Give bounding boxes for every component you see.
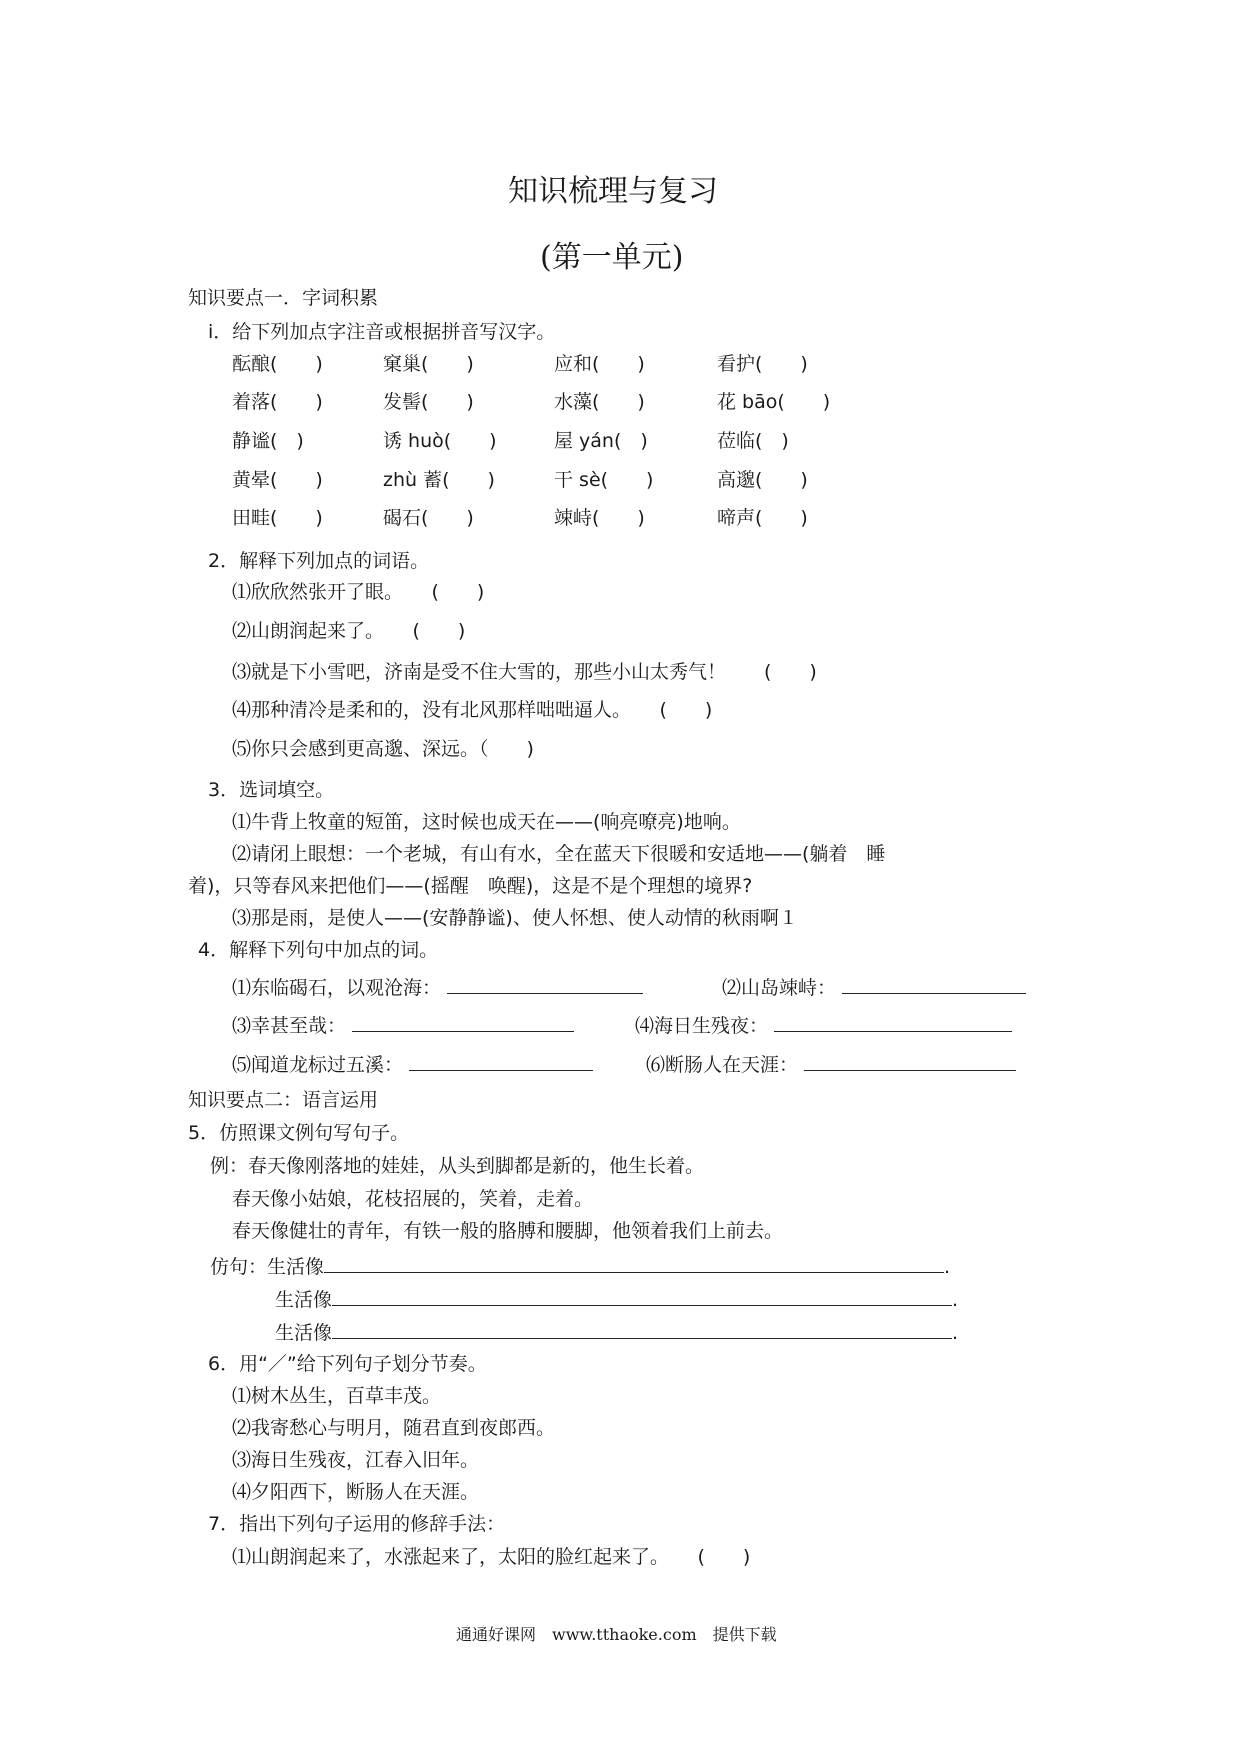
word-item: 应和( ): [554, 353, 645, 375]
answer-blank[interactable]: [352, 1011, 574, 1032]
word-item: 诱 huò( ): [383, 430, 497, 452]
question-1-prompt: i．给下列加点字注音或根据拼音写汉字。: [208, 321, 556, 343]
page-subtitle: (第一单元): [540, 240, 684, 275]
answer-blank[interactable]: [447, 973, 643, 994]
imitation-stem: 生活像: [275, 1322, 333, 1344]
question-6-item-4: ⑷夕阳西下，断肠人在天涯。: [232, 1481, 480, 1503]
question-3-line-3: ⑶那是雨，是使人——(安静静谧)、使人怀想、使人动情的秋雨啊１: [232, 907, 798, 929]
footer-credit: 通通好课网 www.tthaoke.com 提供下载: [456, 1625, 777, 1644]
question-5-example-1: 例：春天像刚落地的娃娃，从头到脚都是新的，他生长着。: [210, 1155, 705, 1177]
word-item: 着落( ): [232, 391, 323, 413]
word-item: 花 bāo( ): [717, 391, 831, 413]
question-2-item-4: ⑷那种清冷是柔和的，没有北风那样咄咄逼人。 ( ): [232, 699, 713, 721]
word-item: 发髻( ): [383, 391, 474, 413]
question-4-item-2: [722, 973, 1026, 1000]
question-5-prompt: 5．仿照课文例句写句子。: [188, 1122, 410, 1144]
question-6-prompt: 6．用“／”给下列句子划分节奏。: [208, 1353, 487, 1375]
question-5-example-2: 春天像小姑娘，花枝招展的，笑着，走着。: [232, 1188, 594, 1210]
question-4-item-4-text: ⑷海日生残夜：: [635, 1015, 769, 1037]
question-4-item-3-text: ⑶幸甚至哉：: [232, 1015, 347, 1037]
word-item: 莅临( ): [717, 430, 789, 452]
word-item: 屋 yán( ): [554, 430, 648, 452]
question-7-item-1: ⑴山朗润起来了，水涨起来了，太阳的脸红起来了。 ( ): [232, 1546, 751, 1568]
question-4-item-1: [232, 973, 643, 1000]
imitation-line-1: [210, 1252, 950, 1279]
line-end: .: [952, 1289, 959, 1311]
imitation-stem: 生活像: [267, 1256, 325, 1278]
answer-blank[interactable]: [324, 1252, 944, 1273]
word-item: 黄晕( ): [232, 469, 323, 491]
question-6-item-2: ⑵我寄愁心与明月，随君直到夜郎西。: [232, 1417, 556, 1439]
page-title: 知识梳理与复习: [508, 174, 718, 209]
question-4-item-1-text: ⑴东临碣石，以观沧海：: [232, 977, 442, 999]
word-item: 窠巢( ): [383, 353, 474, 375]
line-end: .: [944, 1256, 951, 1278]
word-item: 啼声( ): [717, 507, 808, 529]
answer-blank[interactable]: [332, 1318, 952, 1339]
question-3-prompt: 3．选词填空。: [208, 779, 335, 801]
question-2-prompt: 2．解释下列加点的词语。: [208, 550, 430, 572]
question-5-example-3: 春天像健壮的青年，有铁一般的胳膊和腰脚，他领着我们上前去。: [232, 1220, 784, 1242]
question-6-item-1: ⑴树木丛生，百草丰茂。: [232, 1385, 442, 1407]
word-item: zhù 蓄( ): [383, 469, 495, 491]
imitation-label: 仿句：: [210, 1256, 268, 1278]
question-2-item-5: ⑸你只会感到更高邈、深远。（ ): [232, 738, 534, 760]
section-heading-2: 知识要点二：语言运用: [188, 1089, 379, 1111]
word-item: 竦峙( ): [554, 507, 645, 529]
question-3-line-1: ⑴牛背上牧童的短笛，这时候也成天在——(响亮嘹亮)地响。: [232, 811, 741, 833]
word-item: 看护( ): [717, 353, 808, 375]
question-4-prompt: 4．解释下列句中加点的词。: [198, 939, 439, 961]
answer-blank[interactable]: [804, 1050, 1016, 1071]
word-item: 干 sè( ): [554, 469, 654, 491]
word-item: 酝酿( ): [232, 353, 323, 375]
question-4-item-5: [232, 1050, 593, 1077]
word-item: 碣石( ): [383, 507, 474, 529]
question-3-line-2a: ⑵请闭上眼想：一个老城，有山有水，全在蓝天下很暖和安适地——(躺着 睡: [232, 843, 886, 865]
question-2-item-3: ⑶就是下小雪吧，济南是受不住大雪的，那些小山太秀气！ ( ): [232, 661, 817, 683]
question-4-item-5-text: ⑸闻道龙标过五溪：: [232, 1054, 404, 1076]
question-7-prompt: 7．指出下列句子运用的修辞手法：: [208, 1513, 506, 1535]
imitation-line-2: [275, 1285, 958, 1312]
question-4-item-6: [646, 1050, 1016, 1077]
line-end: .: [952, 1322, 959, 1344]
imitation-stem: 生活像: [275, 1289, 333, 1311]
word-item: 高邈( ): [717, 469, 808, 491]
answer-blank[interactable]: [842, 973, 1026, 994]
question-4-item-3: [232, 1011, 574, 1038]
question-4-item-4: [635, 1011, 1012, 1038]
question-6-item-3: ⑶海日生残夜，江春入旧年。: [232, 1449, 480, 1471]
question-4-item-6-text: ⑹断肠人在天涯：: [646, 1054, 799, 1076]
word-item: 田畦( ): [232, 507, 323, 529]
answer-blank[interactable]: [774, 1011, 1012, 1032]
imitation-line-3: [275, 1318, 958, 1345]
question-2-item-1: ⑴欣欣然张开了眼。 ( ): [232, 581, 485, 603]
question-2-item-2: ⑵山朗润起来了。 ( ): [232, 620, 466, 642]
question-4-item-2-text: ⑵山岛竦峙：: [722, 977, 837, 999]
question-3-line-2b: 着)，只等春风来把他们——(摇醒 唤醒)，这是不是个理想的境界?: [188, 875, 753, 897]
section-heading-1: 知识要点一．字词积累: [188, 287, 379, 309]
word-item: 水藻( ): [554, 391, 645, 413]
word-item: 静谧( ): [232, 430, 304, 452]
answer-blank[interactable]: [409, 1050, 593, 1071]
answer-blank[interactable]: [332, 1285, 952, 1306]
